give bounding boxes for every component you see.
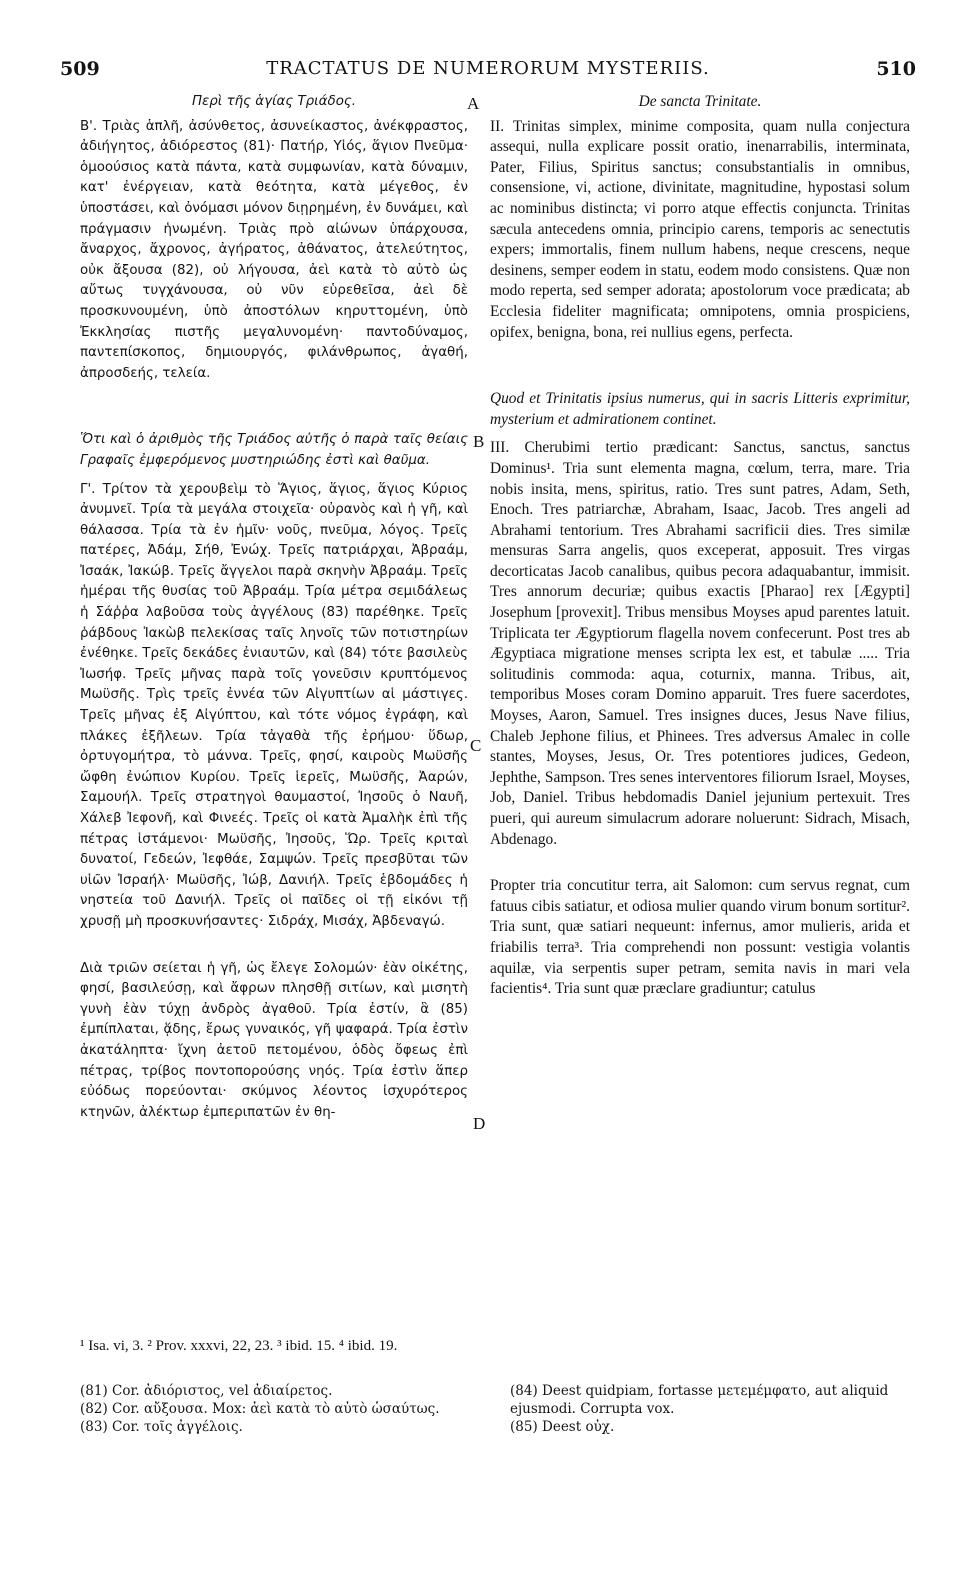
greek-paragraph-4: Διὰ τριῶν σείεται ἡ γῆ, ὡς ἔλεγε Σολομών· ἐὰν οἰκέτης, φησί, βασιλεύσῃ, καὶ ἄφρων πλησθῇ σιτίων, καὶ μισητὴ γυνὴ ἐὰν τύχῃ ἀνδρὸς ἀγαθοῦ. Τρία ἐστίν, ἃ (85) ἐμπίπλαται, ᾅδης, ἔρως γυναικός, γῆ ψαφαρά. Τρία ἐστὶν ἀκατάληπτα· ἴχνη ἀετοῦ πετομένου, ὁδὸς ὄφεως ἐπὶ πέτρας, τρίβος ποντοπορούσης νηός. Τρία ἐστὶν ἅπερ εὐόδως πορεύονται· σκύμνος λέοντος ἰσχυρότερος κτηνῶν, ἀλέκτωρ ἐμπεριπατῶν ἐν θη- [80, 960, 468, 1120]
latin-heading: De sancta Trinitate. [638, 93, 762, 110]
greek-heading: Περὶ τῆς ἁγίας Τριάδος. [191, 94, 357, 109]
latin-paragraph-2: II. Trinitas simplex, minime composita, quam nulla conjectura assequi, nulla explicare possit oratio, inenarrabilis, interminata, Pater, Filius, Spiritus sanctus; consubstantialis in omnibus, consensione, vi, actione, divinitate, magnitudine, hypostasi solum ac nominibus distincta; vi porro atque effectis conjuncta. Trinitas sæcula antecedens omnia, principio carens, temporis ac senectutis expers; immortalis, finem nullum habens, neque crescens, neque desinens, semper eodem in statu, eodem modo consistens. Quæ non modo reperta, sed semper adorata; apostolorum voce prædicata; ab Ecclesia fideliter magnificata; omnipotens, omnia prospiciens, opifex, benigna, bona, rei nullius egens, perfecta. [490, 117, 910, 341]
critical-notes-left [80, 1382, 470, 1436]
margin-letter-b: B [473, 432, 485, 451]
running-title: TRACTATUS DE NUMERORUM MYSTERIIS. [266, 58, 710, 79]
note-83: (83) Cor. τοῖς ἀγγέλοις. [80, 1419, 243, 1435]
greek-column [80, 92, 468, 1123]
greek-paragraph-3: Γ'. Τρίτον τὰ χερουβεὶμ τὸ Ἅγιος, ἅγιος, ἅγιος Κύριος ἀνυμνεῖ. Τρία τὰ μεγάλα στοιχεῖα· οὐρανὸς καὶ ἡ γῆ, καὶ θάλασσα. Τρία τὰ ἐν ἡμῖν· νοῦς, πνεῦμα, λόγος. Τρεῖς πατέρες, Ἀδάμ, Σήθ, Ἐνώχ. Τρεῖς πατριάρχαι, Ἀβραάμ, Ἰσαάκ, Ἰακώβ. Τρεῖς ἄγγελοι παρὰ σκηνὴν Ἀβραάμ. Τρεῖς ἡμέραι τῆς θυσίας τοῦ Ἀβραάμ. Τρία μέτρα σεμιδάλεως ἡ Σάῤῥα λαβοῦσα τοὺς ἀγγέλους (83) παρέθηκε. Τρεῖς ῥάβδους Ἰακὼβ πελεκίσας ταῖς ληνοῖς τῶν ποτιστηρίων ἐνέθηκε. Τρεῖς δεκάδες ἐνιαυτῶν, καὶ (84) τότε βασιλεὺς Ἰωσήφ. Τρεῖς μῆνας παρὰ τοῖς γονεῦσιν κρυπτόμενος Μωϋσῆς. Τρὶς τρεῖς ἐννέα τῶν Αἰγυπτίων αἱ μάστιγες. Τρεῖς μῆνας ἐξ Αἰγύπτου, καὶ τότε νόμος ἐγράφη, καὶ πλάκες ἐξῆλεων. Τρία τἀγαθὰ τῆς ἐρήμου· ὕδωρ, ὀρτυγομήτρα, τὸ μάννα. Τρεῖς, φησί, καιροὺς Μωϋσῆς ὤφθη ἐνώπιον Κυρίου. Τρεῖς ἱερεῖς, Μωϋσῆς, Ἀαρών, Σαμουήλ. Τρεῖς στρατηγοὶ θαυμαστοί, Ἰησοῦς ὁ Ναυῆ, Χάλεβ Ἰεφονῆ, καὶ Φινεές. Τρεῖς οἱ κατὰ Ἀμαλὴκ ἐπὶ τῆς πέτρας ἱστάμενοι· Μωϋσῆς, Ἰησοῦς, Ὥρ. Τρεῖς κριταὶ δυνατοί, Γεδεών, Ἰεφθάε, Σαμψών. Τρεῖς πρεσβῦται τῶν υἱῶν Ἰσραήλ· Μωϋσῆς, Ἰώβ, Δανιήλ. Τρεῖς ἑβδομάδες ἡ νηστεία τοῦ Δανιήλ. Τρεῖς οἱ παῖδες οἱ τῇ εἰκόνι τῇ χρυσῇ μὴ προσκυνήσαντες· Σιδράχ, Μισάχ, Ἀβδεναγώ. [80, 481, 468, 929]
latin-paragraph-3: III. Cherubimi tertio prædicant: Sanctus, sanctus, sanctus Dominus¹. Tria sunt elementa magna, cœlum, terra, mare. Tria nobis insita, mens, spiritus, ratio. Tres sunt patres, Adam, Seth, Enoch. Tres patriarchæ, Abraham, Isaac, Jacob. Tres angeli ad Abrahami tentorium. Tres Abrahami sacrificii dies. Tres similæ mensuras Sarra angelis, quos exceperat, apposuit. Tres virgas decorticatas Jacob canalibus, quibus pecora adaquabantur, immisit. Tres annorum decuriæ; quibus exactis [Pharao] rex [Ægypti] Josephum [provexit]. Tribus mensibus Moyses apud parentes latuit. Triplicata ter Ægyptiorum flagella novem confecerunt. Post tres ab Ægyptiaca migratione menses scripta lex est, et tabulæ ..... Tria solitudinis commoda: aqua, coturnix, manna. Tribus, ait, temporibus Moses coram Domino apparuit. Tres fuere sacerdotes, Moyses, Aaron, Samuel. Tres insignes duces, Jesus Nave filius, Chaleb Jephone filius, et Phinees. Tres adversus Amalec in colle stantes, Moyses, Jesus, Or. Tres potentiores judices, Gedeon, Jephthe, Sampson. Tres senes interventores filiorum Israel, Moyses, Job, Daniel. Tribus hebdomadis Daniel jejunium pertexuit. Tres pueri, qui aureum simulacrum adorare noluerunt: Sidrach, Misach, Abdenago. [490, 439, 910, 848]
note-85: (85) Deest οὐχ. [510, 1419, 615, 1435]
greek-paragraph-2: Β'. Τριὰς ἁπλῆ, ἀσύνθετος, ἀσυνείκαστος, ἀνέκφραστος, ἀδιήγητος, ἀδιόρεστος (81)· Πατήρ, Υἱός, ἅγιον Πνεῦμα· ὁμοούσιος κατὰ πάντα, κατὰ συμφωνίαν, κατὰ δύναμιν, κατ' ἐνέργειαν, κατὰ θεότητα, κατὰ μέγεθος, ἐν ὑποστάσει, καὶ ὀνόμασι μόνον διῃρημένη, ἐν δυνάμει, καὶ πράγμασιν ἡνωμένη. Τριὰς πρὸ αἰώνων ὑπάρχουσα, ἄναρχος, ἄχρονος, ἀγήρατος, ἀθάνατος, ἀτελεύτητος, οὐκ ἄξουσα (82), οὐ λήγουσα, ἀεὶ κατὰ τὸ αὐτὸ ὡς αὔτως τυγχάνουσα, οὐ νῦν εὑρεθεῖσα, ἀεὶ δὲ προσκυνουμένη, ὑπὸ ἀποστόλων κηρυττομένη, ὑπὸ Ἐκκλησίας πιστῆς μεγαλυνομένη· παντοδύναμος, παντεπίσκοπος, δημιουργός, φιλάνθρωπος, ἀγαθή, ἀπροσδεής, τελεία. [80, 118, 468, 381]
latin-subheading: Quod et Trinitatis ipsius numerus, qui in sacris Litteris exprimitur, mysterium et admirationem continet. [490, 390, 910, 428]
margin-letter-c: C [470, 736, 482, 755]
footnote-references: ¹ Isa. vi, 3. ² Prov. xxxvi, 22, 23. ³ ibid. 15. ⁴ ibid. 19. [80, 1338, 398, 1354]
latin-paragraph-4: Propter tria concutitur terra, ait Salomon: cum servus regnat, cum fatuus cibis satiatur, et odiosa mulier quando virum bonum sortitur². Tria sunt, quæ satiari nequeunt: infernus, amor mulieris, arida et friabilis terra³. Tria comprehendi non possunt: vestigia volantis aquilæ, via serpentis super petram, semita navis in mari vela facientis⁴. Tria sunt quæ præclare gradiuntur; catulus [490, 877, 910, 998]
page-header [60, 58, 916, 84]
greek-subheading: Ὅτι καὶ ὁ ἀριθμὸς τῆς Τριάδος αὐτῆς ὁ παρὰ ταῖς θείαις Γραφαῖς ἐμφερόμενος μυστηριώδης ἐστὶ καὶ θαῦμα. [80, 432, 468, 468]
margin-letter-a: A [467, 94, 480, 113]
note-84: (84) Deest quidpiam, fortasse μετεμέμφατο, aut aliquid ejusmodi. Corrupta vox. [510, 1383, 889, 1417]
note-82: (82) Cor. αὔξουσα. Mox: ἀεὶ κατὰ τὸ αὐτὸ ὡσαύτως. [80, 1401, 440, 1417]
critical-notes-right [510, 1382, 920, 1436]
latin-column [490, 92, 910, 1000]
margin-letter-d: D [473, 1114, 486, 1133]
note-81: (81) Cor. ἀδιόριστος, vel ἀδιαίρετος. [80, 1383, 333, 1399]
page-number-right: 510 [876, 58, 916, 80]
page-number-left: 509 [60, 58, 100, 80]
